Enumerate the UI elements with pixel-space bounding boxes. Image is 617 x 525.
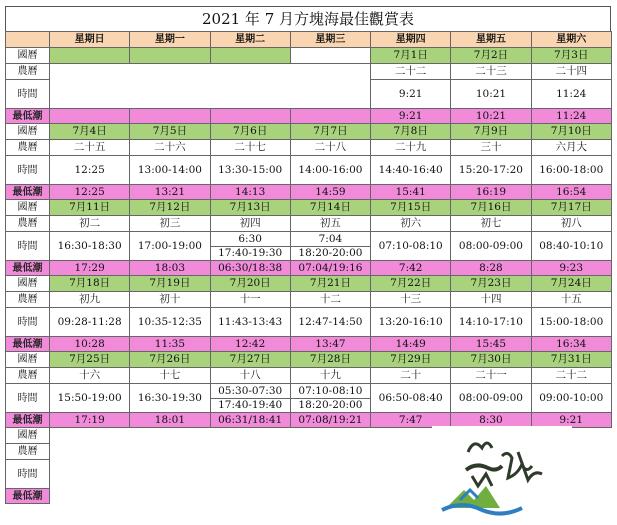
low-tide-cell: 9:21	[531, 413, 611, 428]
date-cell: 7月2日	[451, 48, 531, 64]
row-label-date: 國曆	[6, 276, 50, 292]
lunar-cell: 二十三	[451, 64, 531, 80]
lunar-cell: 十二	[290, 292, 370, 308]
lunar-cell: 十四	[451, 292, 531, 308]
low-tide-cell: 14:59	[290, 185, 370, 200]
time-cell: 14:40-16:40	[371, 156, 451, 185]
low-tide-cell	[290, 109, 370, 124]
row-label-time: 時間	[6, 80, 50, 109]
time-cell: 08:40-10:10	[531, 232, 611, 261]
weekday-mon: 星期一	[130, 32, 210, 48]
row-label-time: 時間	[6, 232, 50, 261]
lunar-cell: 初八	[531, 216, 611, 232]
week3-time-row	[6, 232, 612, 261]
row-label-date: 國曆	[6, 48, 50, 64]
time-slot-morning: 07:10-08:10	[298, 384, 363, 397]
lunar-cell: 二十六	[130, 140, 210, 156]
date-cell: 7月27日	[210, 352, 290, 368]
date-cell: 7月14日	[290, 200, 370, 216]
time-cell: 14:10-17:10	[451, 308, 531, 337]
time-cell: 14:00-16:00	[290, 156, 370, 185]
date-cell: 7月3日	[531, 48, 611, 64]
lunar-cell: 二十九	[371, 140, 451, 156]
date-cell: 7月30日	[451, 352, 531, 368]
time-cell: 16:30-18:30	[50, 232, 130, 261]
row-label-lunar: 農曆	[6, 368, 50, 384]
week5-time-row	[6, 384, 612, 413]
low-tide-cell: 13:47	[290, 337, 370, 352]
low-tide-cell: 18:03	[130, 261, 210, 276]
table-title: 2021 年 7 月方塊海最佳觀賞表	[5, 6, 611, 31]
low-tide-cell: 16:19	[451, 185, 531, 200]
row-label-low-tide: 最低潮	[6, 185, 50, 200]
low-tide-cell: 14:49	[371, 337, 451, 352]
time-cell: 15:50-19:00	[50, 384, 130, 413]
corner-cell	[6, 32, 50, 48]
row-label-time: 時間	[6, 156, 50, 185]
date-cell: 7月21日	[290, 276, 370, 292]
low-tide-cell: 9:21	[371, 109, 451, 124]
lunar-cell: 二十四	[531, 64, 611, 80]
lunar-cell: 十五	[531, 292, 611, 308]
weekday-header-row	[6, 32, 612, 48]
date-cell: 7月5日	[130, 124, 210, 140]
date-cell: 7月13日	[210, 200, 290, 216]
time-cell: 08:00-09:00	[451, 232, 531, 261]
low-tide-cell: 15:41	[371, 185, 451, 200]
week2-lunar-row	[6, 140, 612, 156]
time-cell-split	[290, 384, 370, 413]
low-tide-cell	[210, 109, 290, 124]
row-label-low-tide: 最低潮	[6, 109, 50, 124]
date-cell: 7月11日	[50, 200, 130, 216]
time-cell: 13:30-15:00	[210, 156, 290, 185]
date-cell: 7月20日	[210, 276, 290, 292]
date-cell: 7月6日	[210, 124, 290, 140]
week3-low-tide-row	[6, 261, 612, 276]
logo-icon	[432, 426, 572, 518]
low-tide-cell: 14:13	[210, 185, 290, 200]
row-label-lunar: 農曆	[6, 64, 50, 80]
lunar-cell: 二十八	[290, 140, 370, 156]
week5-lunar-row	[6, 368, 612, 384]
time-cell: 12:47-14:50	[290, 308, 370, 337]
time-cell: 10:35-12:35	[130, 308, 210, 337]
time-cell: 12:25	[50, 156, 130, 185]
row-label-date: 國曆	[6, 428, 50, 444]
low-tide-cell: 17:19	[50, 413, 130, 428]
row-label-low-tide: 最低潮	[6, 413, 50, 428]
lunar-cell: 十九	[290, 368, 370, 384]
time-slot-evening: 18:20-20:00	[291, 398, 370, 412]
week4-lunar-row	[6, 292, 612, 308]
lunar-cell: 初二	[50, 216, 130, 232]
time-cell: 10:21	[451, 80, 531, 109]
date-cell: 7月18日	[50, 276, 130, 292]
lunar-cell: 初四	[210, 216, 290, 232]
low-tide-cell: 16:34	[531, 337, 611, 352]
row-label-low-tide: 最低潮	[6, 261, 50, 276]
low-tide-cell: 10:21	[451, 109, 531, 124]
lunar-cell: 初五	[290, 216, 370, 232]
row-label-time: 時間	[6, 384, 50, 413]
low-tide-cell: 8:30	[451, 413, 531, 428]
low-tide-cell: 07:04/19:16	[290, 261, 370, 276]
lunar-cell: 十八	[210, 368, 290, 384]
time-cell-split	[290, 232, 370, 261]
time-cell: 09:28-11:28	[50, 308, 130, 337]
date-cell: 7月15日	[371, 200, 451, 216]
date-cell: 7月23日	[451, 276, 531, 292]
low-tide-cell: 7:47	[371, 413, 451, 428]
row-label-date: 國曆	[6, 200, 50, 216]
week2-time-row	[6, 156, 612, 185]
low-tide-cell: 8:28	[451, 261, 531, 276]
time-cell: 09:00-10:00	[531, 384, 611, 413]
date-cell: 7月9日	[451, 124, 531, 140]
row-label-lunar: 農曆	[6, 140, 50, 156]
low-tide-cell: 12:25	[50, 185, 130, 200]
time-slot-evening: 17:40-19:40	[211, 398, 290, 412]
low-tide-cell: 10:28	[50, 337, 130, 352]
row-label-lunar: 農曆	[6, 444, 50, 460]
time-cell-split	[210, 232, 290, 261]
date-cell: 7月25日	[50, 352, 130, 368]
time-cell: 13:20-16:10	[371, 308, 451, 337]
week4-time-row	[6, 308, 612, 337]
low-tide-cell: 15:45	[451, 337, 531, 352]
time-slot-morning: 6:30	[238, 232, 262, 245]
time-slot-morning: 7:04	[318, 232, 343, 245]
lunar-cell: 初七	[451, 216, 531, 232]
lunar-cell: 十一	[210, 292, 290, 308]
low-tide-cell: 07:08/19:21	[290, 413, 370, 428]
time-slot-evening: 18:20-20:00	[291, 246, 370, 260]
low-tide-cell	[130, 109, 210, 124]
low-tide-cell: 18:01	[130, 413, 210, 428]
low-tide-cell: 13:21	[130, 185, 210, 200]
time-slot-evening: 17:40-19:30	[211, 246, 290, 260]
weekday-sun: 星期日	[50, 32, 130, 48]
weekday-thu: 星期四	[371, 32, 451, 48]
row-label-date: 國曆	[6, 124, 50, 140]
week1-date-row	[6, 48, 612, 64]
weekday-sat: 星期六	[531, 32, 611, 48]
date-cell: 7月29日	[371, 352, 451, 368]
time-cell: 16:30-19:30	[130, 384, 210, 413]
lunar-cell: 二十二	[371, 64, 451, 80]
time-cell: 16:00-18:00	[531, 156, 611, 185]
lunar-cell: 初九	[50, 292, 130, 308]
lunar-cell: 二十一	[451, 368, 531, 384]
weekday-tue: 星期二	[210, 32, 290, 48]
time-cell: 06:50-08:40	[371, 384, 451, 413]
date-cell: 7月26日	[130, 352, 210, 368]
week2-date-row	[6, 124, 612, 140]
time-cell: 11:24	[531, 80, 611, 109]
low-tide-cell: 12:42	[210, 337, 290, 352]
empty-block	[50, 64, 371, 109]
weekday-fri: 星期五	[451, 32, 531, 48]
week5-date-row	[6, 352, 612, 368]
week1-low-tide-row	[6, 109, 612, 124]
low-tide-cell: 06:31/18:41	[210, 413, 290, 428]
date-cell: 7月10日	[531, 124, 611, 140]
low-tide-cell: 7:42	[371, 261, 451, 276]
week4-date-row	[6, 276, 612, 292]
lunar-cell: 初十	[130, 292, 210, 308]
low-tide-cell: 11:24	[531, 109, 611, 124]
date-cell: 7月16日	[451, 200, 531, 216]
week3-date-row	[6, 200, 612, 216]
time-cell: 15:20-17:20	[451, 156, 531, 185]
lunar-cell: 二十七	[210, 140, 290, 156]
date-cell	[210, 48, 290, 64]
time-cell: 17:00-19:00	[130, 232, 210, 261]
date-cell: 7月1日	[371, 48, 451, 64]
low-tide-cell: 11:35	[130, 337, 210, 352]
week1-lunar-row	[6, 64, 612, 80]
lunar-cell: 二十五	[50, 140, 130, 156]
lunar-cell: 初六	[371, 216, 451, 232]
week2-low-tide-row	[6, 185, 612, 200]
lunar-cell: 十七	[130, 368, 210, 384]
row-label-lunar: 農曆	[6, 292, 50, 308]
date-cell: 7月31日	[531, 352, 611, 368]
row-label-lunar: 農曆	[6, 216, 50, 232]
low-tide-cell: 06:30/18:38	[210, 261, 290, 276]
lunar-cell: 二十	[371, 368, 451, 384]
row-label-time: 時間	[6, 308, 50, 337]
low-tide-cell: 16:54	[531, 185, 611, 200]
date-cell: 7月12日	[130, 200, 210, 216]
weekday-wed: 星期三	[290, 32, 370, 48]
date-cell: 7月4日	[50, 124, 130, 140]
date-cell: 7月8日	[371, 124, 451, 140]
date-cell: 7月28日	[290, 352, 370, 368]
row-label-time: 時間	[6, 460, 50, 489]
low-tide-cell	[50, 109, 130, 124]
week3-lunar-row	[6, 216, 612, 232]
lunar-cell: 三十	[451, 140, 531, 156]
time-cell: 9:21	[371, 80, 451, 109]
row-label-low-tide: 最低潮	[6, 489, 50, 504]
low-tide-cell: 17:29	[50, 261, 130, 276]
date-cell: 7月19日	[130, 276, 210, 292]
lunar-cell: 初三	[130, 216, 210, 232]
row-label-low-tide: 最低潮	[6, 337, 50, 352]
row-label-date: 國曆	[6, 352, 50, 368]
time-cell: 13:00-14:00	[130, 156, 210, 185]
time-cell: 11:43-13:43	[210, 308, 290, 337]
time-cell: 08:00-09:00	[451, 384, 531, 413]
lunar-cell: 二十二	[531, 368, 611, 384]
time-cell: 15:00-18:00	[531, 308, 611, 337]
date-cell: 7月24日	[531, 276, 611, 292]
lunar-cell: 十三	[371, 292, 451, 308]
lunar-cell: 六月大	[531, 140, 611, 156]
date-cell	[290, 48, 370, 64]
time-slot-morning: 05:30-07:30	[218, 384, 283, 397]
time-cell: 07:10-08:10	[371, 232, 451, 261]
date-cell: 7月22日	[371, 276, 451, 292]
time-cell-split	[210, 384, 290, 413]
date-cell	[50, 48, 130, 64]
low-tide-cell: 9:23	[531, 261, 611, 276]
date-cell: 7月17日	[531, 200, 611, 216]
week4-low-tide-row	[6, 337, 612, 352]
date-cell	[130, 48, 210, 64]
brand-logo	[432, 426, 572, 518]
date-cell: 7月7日	[290, 124, 370, 140]
lunar-cell: 十六	[50, 368, 130, 384]
